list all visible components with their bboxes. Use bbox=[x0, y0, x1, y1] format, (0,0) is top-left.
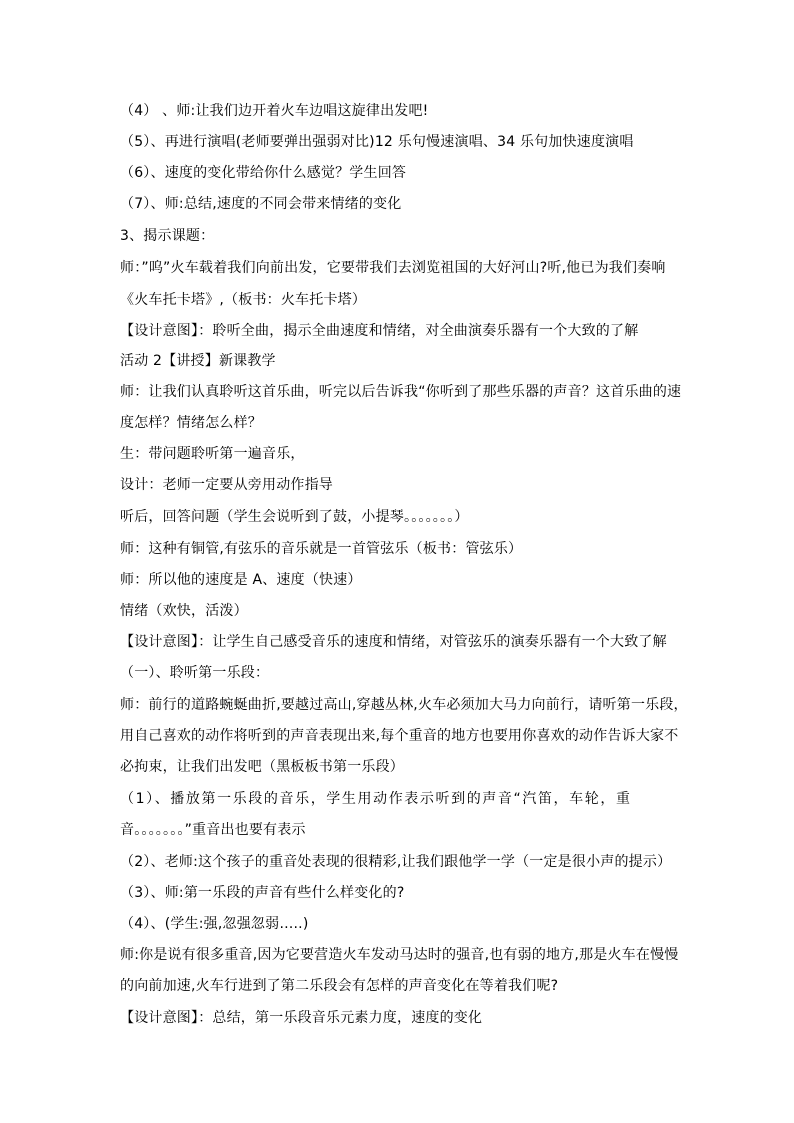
text-line: 师：让我们认真聆听这首乐曲，听完以后告诉我“你听到了那些乐器的声音？这首乐曲的速 bbox=[120, 384, 682, 400]
text-line: （4） 、师:让我们边开着火车边唱这旋律出发吧! bbox=[120, 103, 429, 119]
text-line: 师:你是说有很多重音,因为它要营造火车发动马达时的强音,也有弱的地方,那是火车在慢慢 bbox=[120, 947, 679, 963]
design-intent-line: 【设计意图】：聆听全曲，揭示全曲速度和情绪，对全曲演奏乐器有一个大致的了解 bbox=[120, 323, 639, 339]
text-line: 师：”呜”火车载着我们向前出发，它要带我们去浏览祖国的大好河山?听,他已为我们奏响 bbox=[120, 260, 666, 276]
section-heading: （一）、聆听第一乐段： bbox=[120, 665, 270, 681]
design-intent-line: 【设计意图】：总结，第一乐段音乐元素力度，速度的变化 bbox=[120, 1010, 483, 1026]
text-line: 师：这种有铜管,有弦乐的音乐就是一首管弦乐（板书：管弦乐） bbox=[120, 541, 523, 557]
section-heading: 3、揭示课题： bbox=[120, 228, 215, 244]
text-line: 必拘束，让我们出发吧（黑板板书第一乐段） bbox=[120, 759, 404, 775]
text-line: （4）、(学生:强,忽强忽弱…..) bbox=[120, 916, 309, 932]
text-line: 《火车托卡塔》,（板书：火车托卡塔） bbox=[120, 292, 367, 308]
text-line: 情绪（欢快，活泼） bbox=[120, 603, 248, 619]
text-line: 的向前加速,火车行进到了第二乐段会有怎样的声音变化在等着我们呢? bbox=[120, 978, 559, 994]
text-line: 音。。。。。。。”重音出也要有表示 bbox=[120, 822, 306, 838]
text-line: 师：所以他的速度是 A、速度（快速） bbox=[120, 572, 362, 588]
text-line: 设计：老师一定要从旁用动作指导 bbox=[120, 477, 333, 493]
text-line: 师：前行的道路蜿蜒曲折,要越过高山,穿越丛林,火车必须加大马力向前行，请听第一乐段， bbox=[120, 697, 688, 713]
text-line: 生：带问题聆听第一遍音乐， bbox=[120, 446, 305, 462]
text-line: 用自己喜欢的动作将听到的声音表现出来,每个重音的地方也要用你喜欢的动作告诉大家不 bbox=[120, 728, 679, 744]
text-line: （2）、老师:这个孩子的重音处表现的很精彩,让我们跟他学一学（一定是很小声的提示） bbox=[120, 854, 672, 870]
text-line: （5）、再进行演唱(老师要弹出强弱对比)12 乐句慢速演唱、34 乐句加快速度演唱 bbox=[120, 134, 634, 150]
text-line: 度怎样？情绪怎么样？ bbox=[120, 415, 262, 431]
text-line: 听后，回答问题（学生会说听到了鼓，小提琴。。。。。。。） bbox=[120, 509, 469, 525]
text-line: （7）、师:总结,速度的不同会带来情绪的变化 bbox=[120, 196, 402, 212]
design-intent-line: 【设计意图】：让学生自己感受音乐的速度和情绪，对管弦乐的演奏乐器有一个大致了解 bbox=[120, 634, 667, 650]
text-line: （6）、速度的变化带给你什么感觉？学生回答 bbox=[120, 165, 407, 181]
text-line: （1）、播放第一乐段的音乐，学生用动作表示听到的声音“汽笛，车轮，重 bbox=[120, 791, 632, 807]
text-line: （3）、师:第一乐段的声音有些什么样变化的? bbox=[120, 885, 405, 901]
activity-heading: 活动 2【讲授】新课教学 bbox=[120, 353, 276, 369]
